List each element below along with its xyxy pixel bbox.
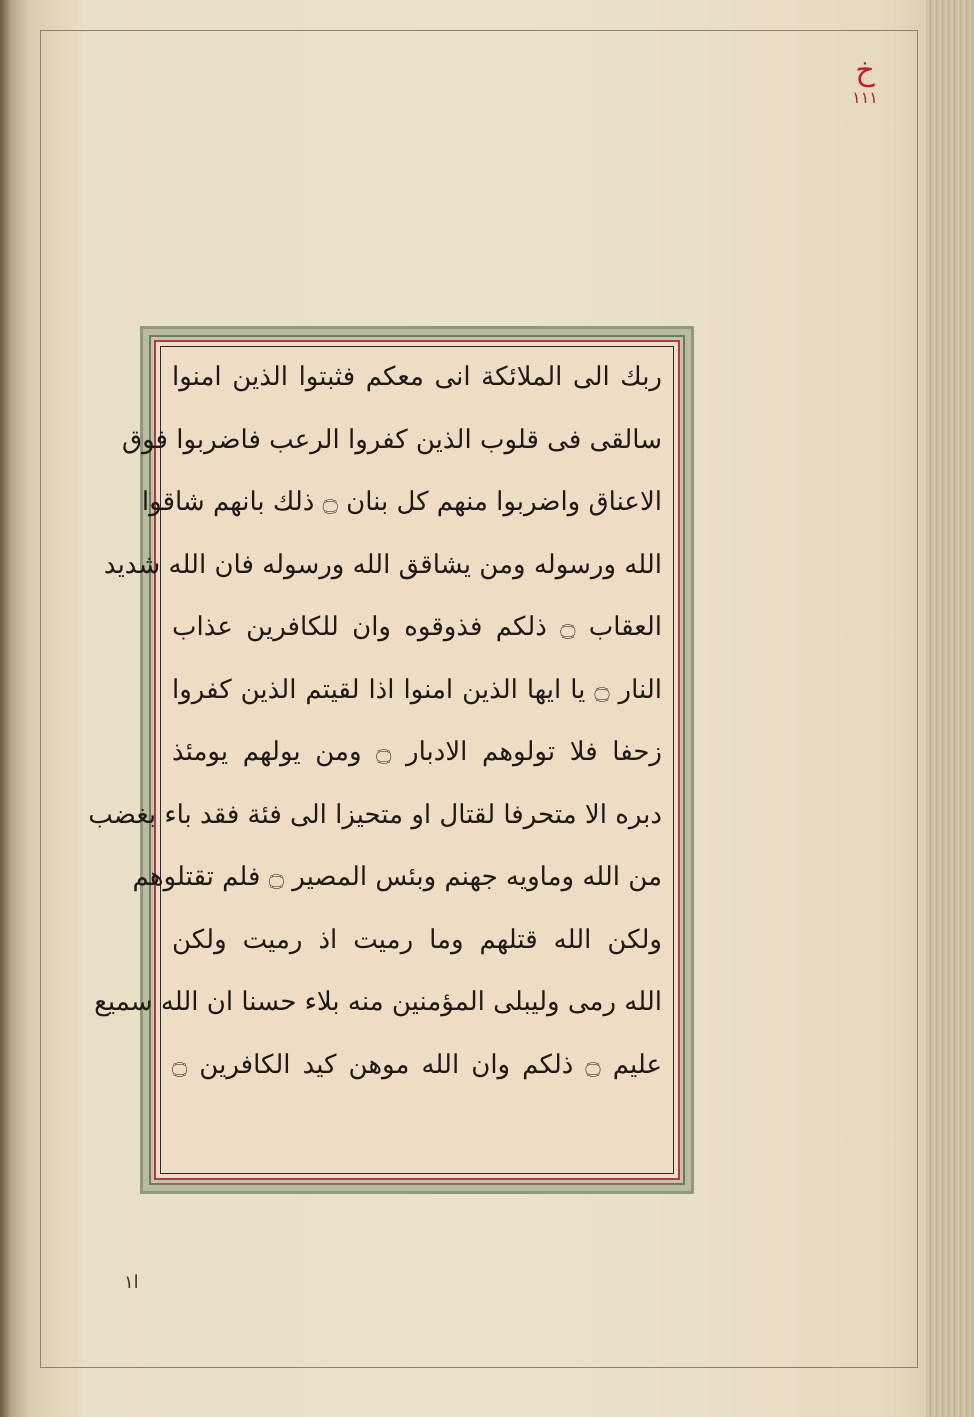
text-line: العقاب ۝ ذلكم فذوقوه وان للكافرين عذاب [172, 612, 662, 642]
text-line: دبره الا متحرفا لقتال او متحيزا الى فئة فقد باء بغضب [88, 799, 662, 830]
text-line: النار ۝ يا ايها الذين امنوا اذا لقيتم الذين كفروا [172, 674, 663, 705]
folio-number: ١١١ [852, 88, 878, 107]
text-line: الاعناق واضربوا منهم كل بنان ۝ ذلك بانهم شاقوا [141, 487, 662, 517]
previous-page-edge [0, 0, 28, 1417]
text-line: ربك الى الملائكة انى معكم فثبتوا الذين امنوا [172, 362, 662, 392]
text-line: الله رمى وليبلى المؤمنين منه بلاء حسنا ان الله سميع [94, 987, 662, 1017]
text-line: من الله وماويه جهنم وبئس المصير ۝ فلم تقتلوهم [132, 862, 662, 892]
folio-letter: خ [855, 53, 875, 88]
text-line: الله ورسوله ومن يشاقق الله ورسوله فان الله شديد [103, 549, 662, 580]
text-line: سالقى فى قلوب الذين كفروا الرعب فاضربوا فوق [121, 424, 662, 455]
text-line: عليم ۝ ذلكم وان الله موهن كيد الكافرين ۝ [172, 1049, 662, 1080]
text-line: ولكن الله قتلهم وما رميت اذ رميت ولكن [172, 924, 662, 955]
text-line: زحفا فلا تولوهم الادبار ۝ ومن يولهم يومئذ [172, 737, 662, 767]
margin-note: ا١ [124, 1272, 139, 1293]
text-block [88, 346, 670, 1096]
page-stack-edge [926, 0, 974, 1417]
